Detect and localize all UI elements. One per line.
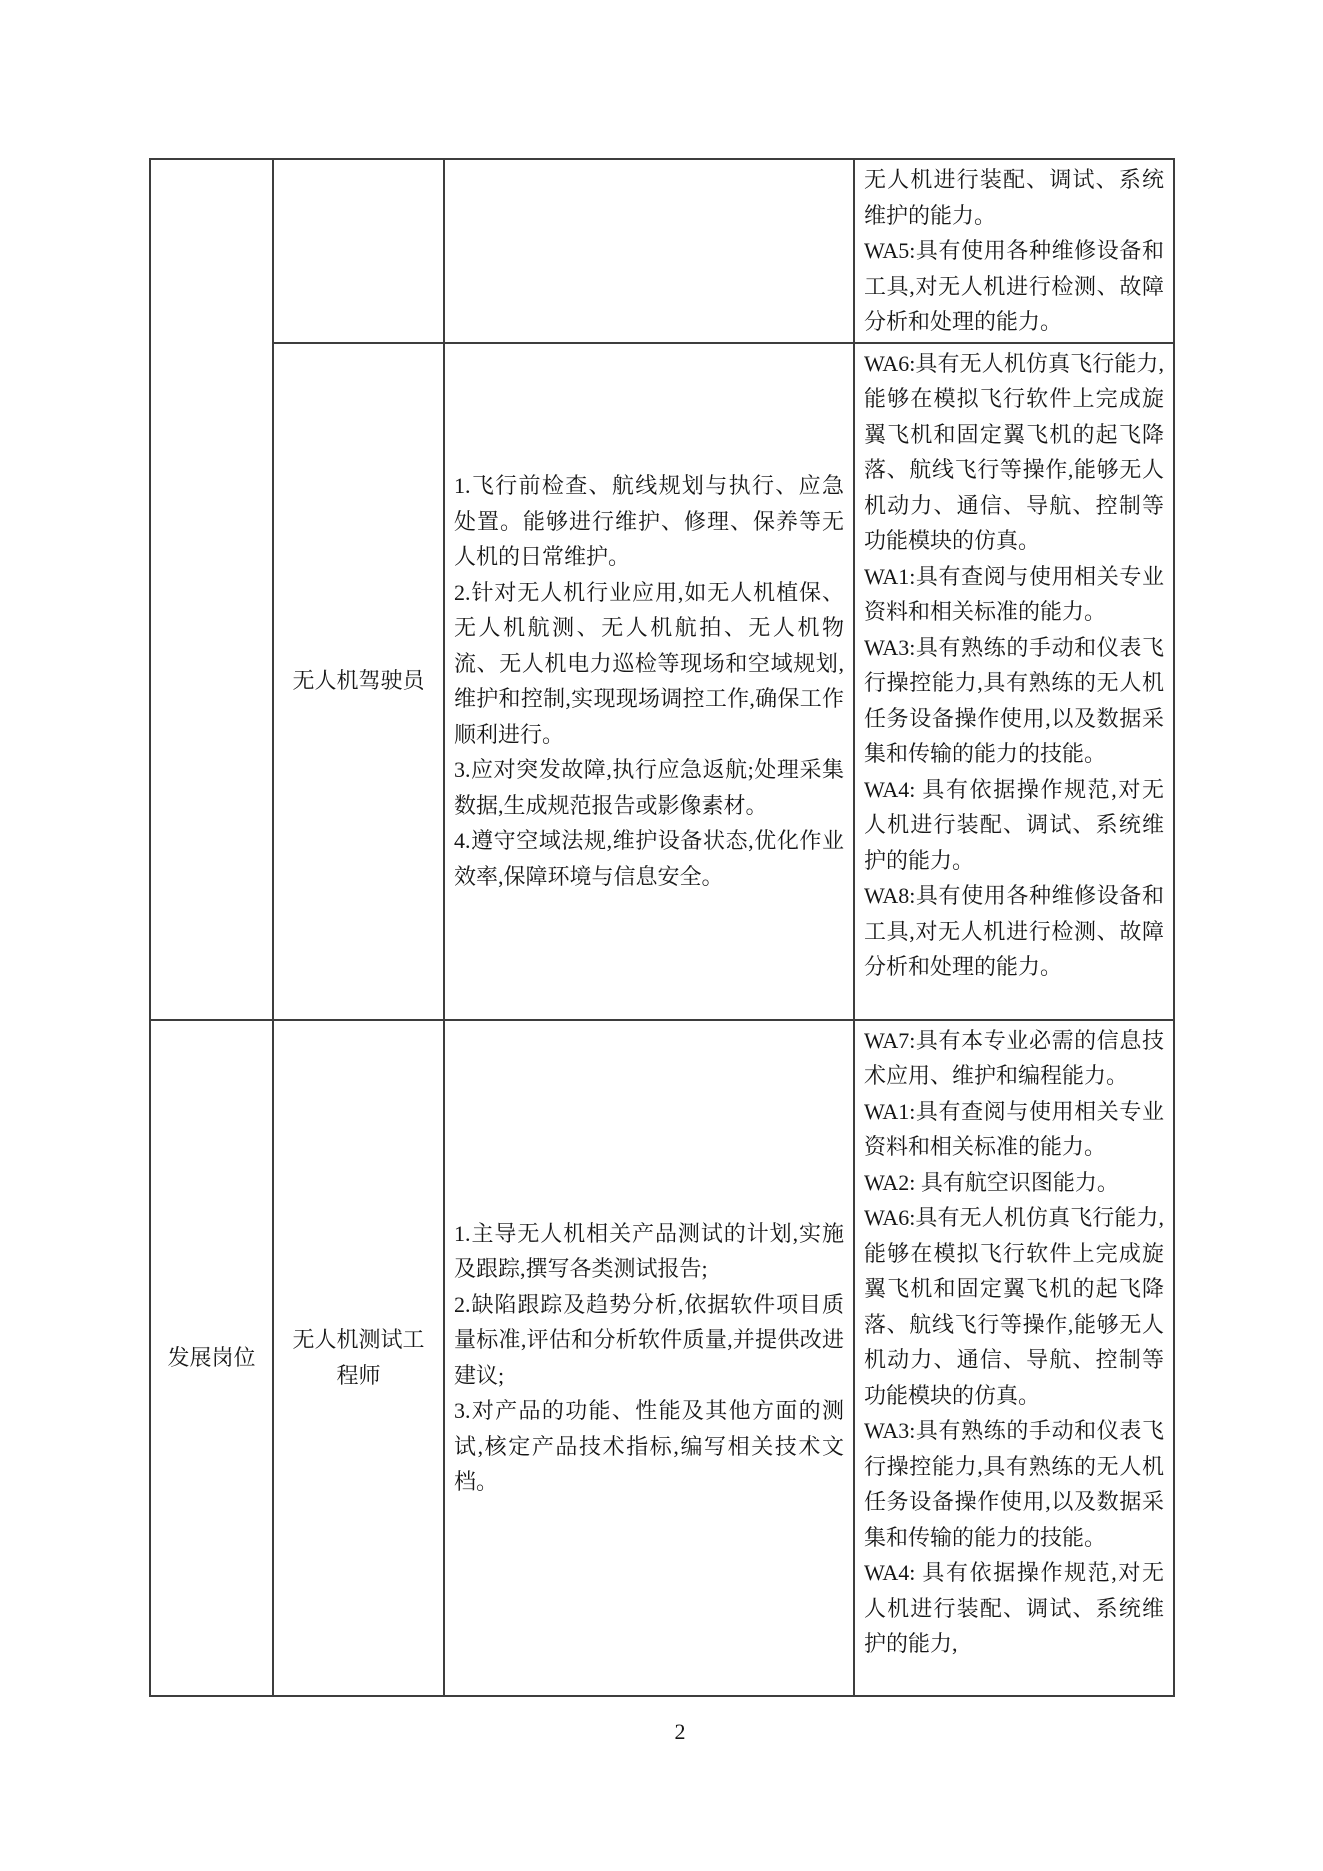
duty-item: 3.应对突发故障,执行应急返航;处理采集数据,生成规范报告或影像素材。 — [454, 757, 844, 818]
duty-item: 4.遵守空域法规,维护设备状态,优化作业效率,保障环境与信息安全。 — [454, 828, 844, 889]
cell-position-category-merged-empty — [150, 159, 273, 1020]
competency-text: WA2: 具有航空识图能力。 — [864, 1169, 1119, 1195]
cell-duties-empty — [444, 159, 854, 343]
competency-text: WA5:具有使用各种维修设备和工具,对无人机进行检测、故障分析和处理的能力。 — [864, 238, 1164, 334]
cell-job-title-test-engineer — [273, 1020, 444, 1696]
duty-item: 3.对产品的功能、性能及其他方面的测试,核定产品技术指标,编写相关技术文档。 — [454, 1398, 844, 1494]
competency-text: WA3:具有熟练的手动和仪表飞行操控能力,具有熟练的无人机任务设备操作使用,以及数据采集和传输的能力的技能。 — [864, 634, 1164, 766]
competency-text: WA1:具有查阅与使用相关专业资料和相关标准的能力。 — [864, 563, 1164, 624]
cell-competencies-test-engineer — [854, 1020, 1174, 1696]
duty-item: 1.飞行前检查、航线规划与执行、应急处置。能够进行维护、修理、保养等无人机的日常维护。 — [454, 473, 844, 569]
competency-text: WA6:具有无人机仿真飞行能力,能够在模拟飞行软件上完成旋翼飞机和固定翼飞机的起飞降落、航线飞行等操作,能够无人机动力、通信、导航、控制等功能模块的仿真。 — [864, 1205, 1164, 1408]
table-row-test-engineer — [150, 1020, 1174, 1696]
cell-competencies-pilot — [854, 343, 1174, 1020]
table-row-drone-pilot — [150, 343, 1174, 1020]
duty-item: 1.主导无人机相关产品测试的计划,实施及跟踪,撰写各类测试报告; — [454, 1220, 844, 1281]
duty-item: 2.针对无人机行业应用,如无人机植保、无人机航测、无人机航拍、无人机物流、无人机电力巡检等现场和空域规划,维护和控制,实现现场调控工作,确保工作顺利进行。 — [454, 579, 844, 747]
competency-text: WA6:具有无人机仿真飞行能力,能够在模拟飞行软件上完成旋翼飞机和固定翼飞机的起飞降落、航线飞行等操作,能够无人机动力、通信、导航、控制等功能模块的仿真。 — [864, 350, 1164, 553]
cell-duties-test-engineer — [444, 1020, 854, 1696]
position-competency-table — [149, 158, 1175, 1697]
job-title-text: 无人机驾驶员 — [292, 668, 425, 694]
page-number: 2 — [674, 1719, 686, 1744]
position-category-text: 发展岗位 — [167, 1344, 256, 1370]
cell-competencies-continuation — [854, 159, 1174, 343]
cell-position-category-development — [150, 1020, 273, 1696]
duty-item: 2.缺陷跟踪及趋势分析,依据软件项目质量标准,评估和分析软件质量,并提供改进建议; — [454, 1291, 844, 1388]
competency-text: WA4: 具有依据操作规范,对无人机进行装配、调试、系统维护的能力。 — [864, 776, 1164, 873]
table-row-continuation — [150, 159, 1174, 343]
competency-text: 无人机进行装配、调试、系统维护的能力。 — [864, 167, 1164, 228]
competency-text: WA7:具有本专业必需的信息技术应用、维护和编程能力。 — [864, 1027, 1164, 1088]
cell-job-title-empty — [273, 159, 444, 343]
job-title-text: 无人机测试工程师 — [292, 1327, 425, 1388]
cell-job-title-pilot — [273, 343, 444, 1020]
competency-text: WA8:具有使用各种维修设备和工具,对无人机进行检测、故障分析和处理的能力。 — [864, 883, 1164, 979]
cell-duties-pilot — [444, 343, 854, 1020]
competency-text: WA3:具有熟练的手动和仪表飞行操控能力,具有熟练的无人机任务设备操作使用,以及数据采集和传输的能力的技能。 — [864, 1418, 1164, 1550]
competency-text: WA4: 具有依据操作规范,对无人机进行装配、调试、系统维护的能力, — [864, 1560, 1164, 1656]
competency-text: WA1:具有查阅与使用相关专业资料和相关标准的能力。 — [864, 1098, 1164, 1159]
